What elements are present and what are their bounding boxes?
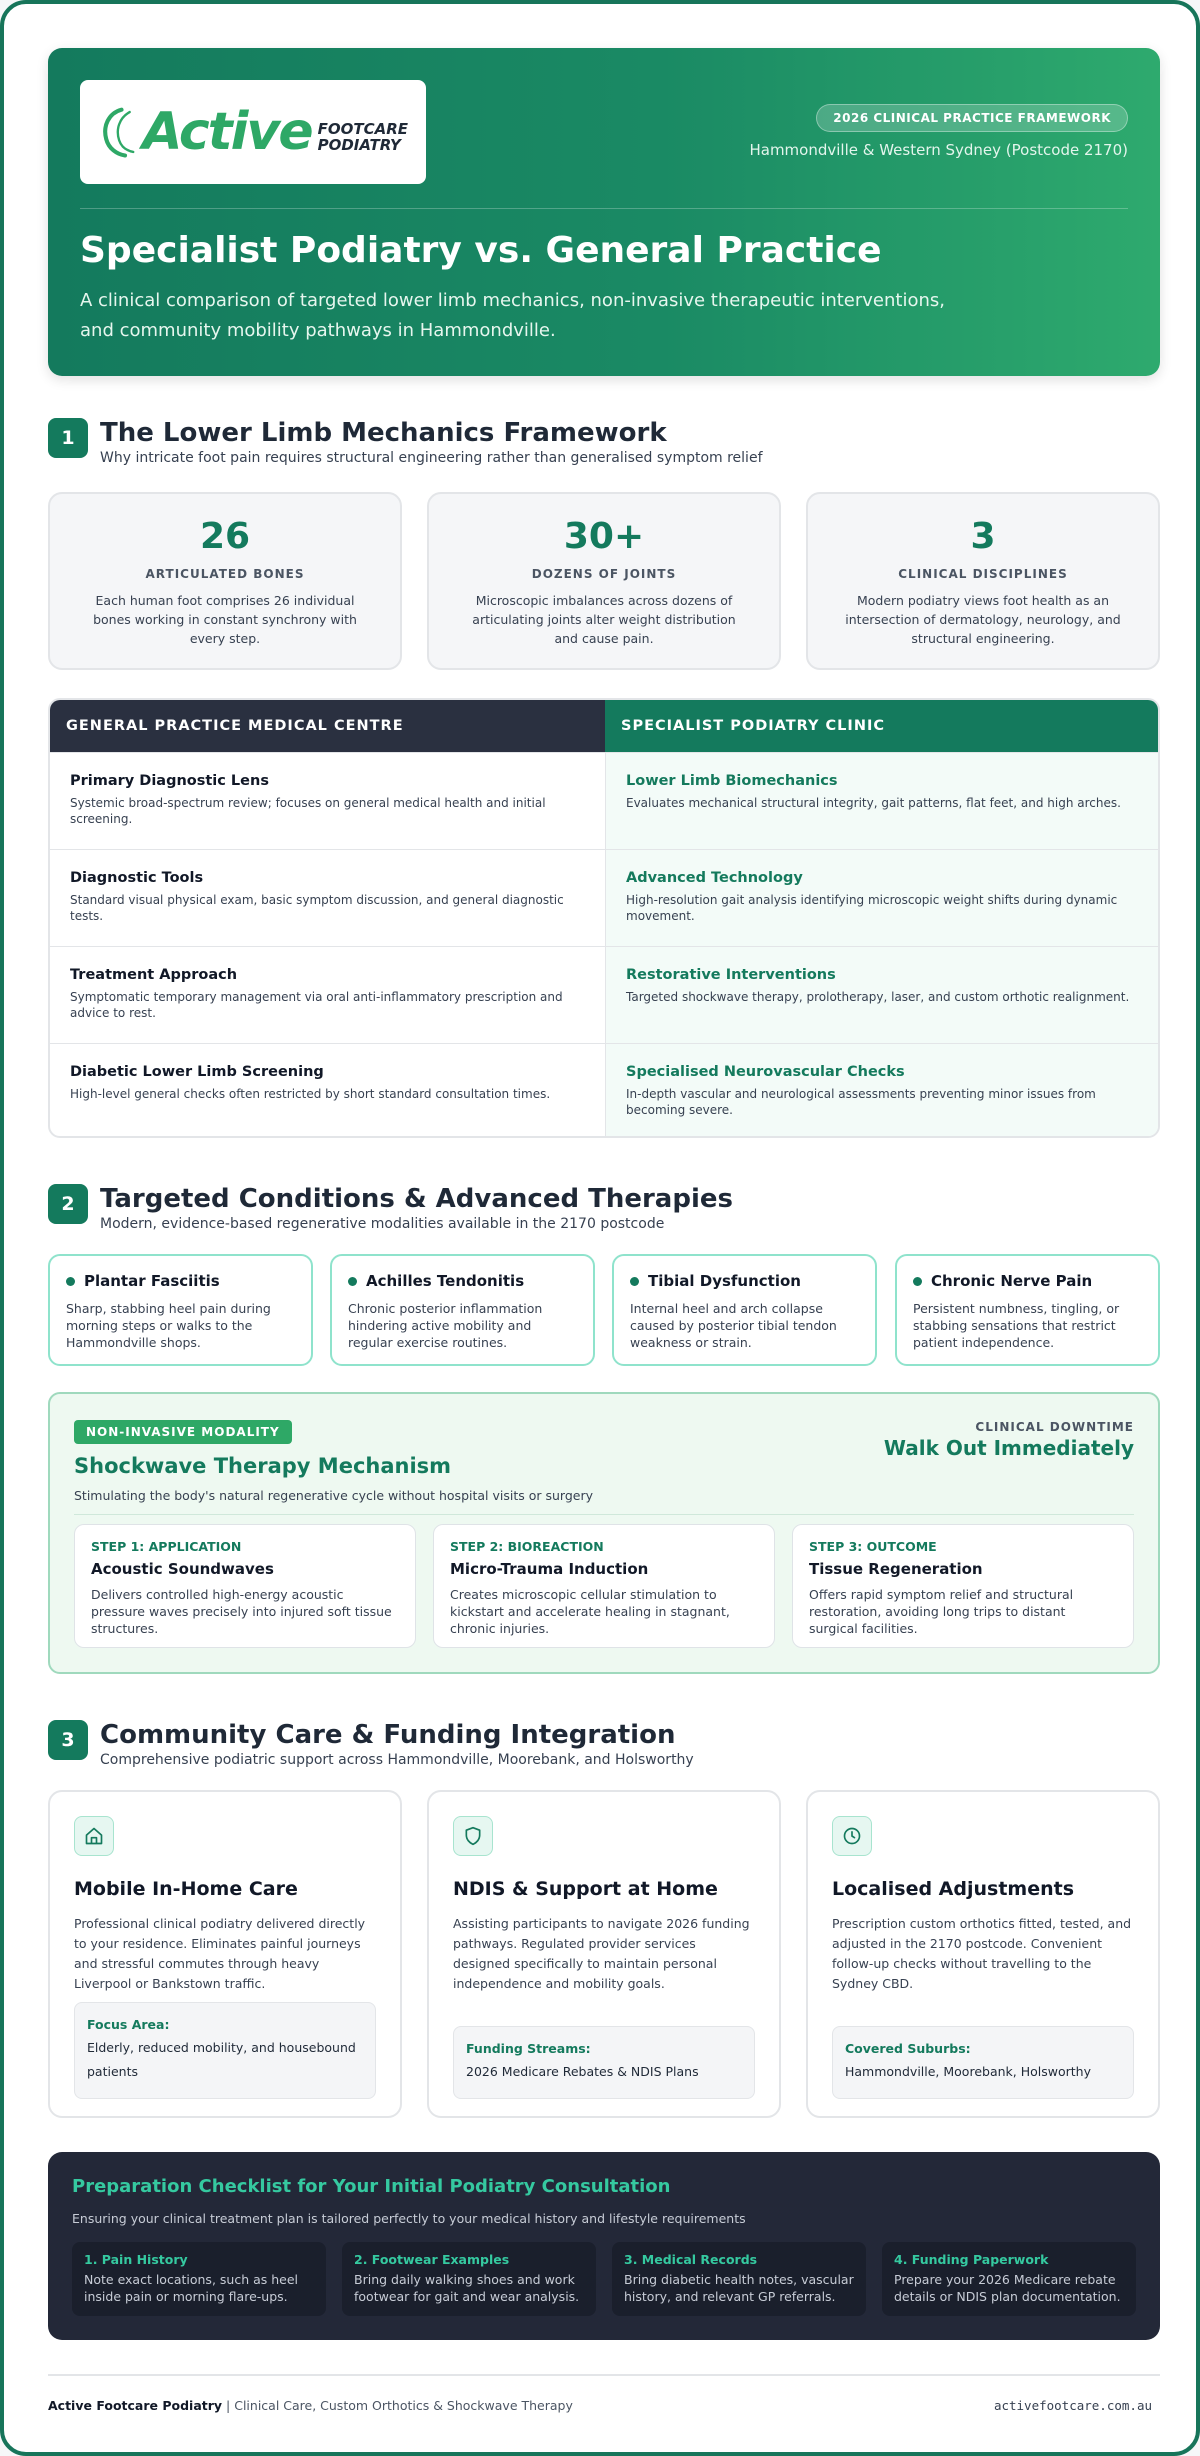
downtime-value: Walk Out Immediately [883, 1436, 1134, 1460]
hero-divider [80, 208, 1128, 209]
cell-description: Targeted shockwave therapy, prolotherapy, laser, and custom orthotic realignment. [626, 990, 1130, 1004]
condition-title [66, 1272, 295, 1290]
hero-location: Hammondville & Western Sydney (Postcode 2170) [749, 141, 1128, 159]
cell-description: In-depth vascular and neurological assessments preventing minor issues from becoming severe. [626, 1087, 1096, 1117]
section-subtitle: Modern, evidence-based regenerative modalities available in the 2170 postcode [100, 1216, 665, 1232]
condition-card[interactable] [48, 1254, 313, 1366]
section-3-header [48, 1720, 1160, 1770]
shockwave-title: Shockwave Therapy Mechanism [74, 1454, 452, 1478]
section-title: Targeted Conditions & Advanced Therapies [100, 1184, 733, 1214]
cell-title: Treatment Approach [70, 967, 238, 983]
condition-title [348, 1272, 577, 1290]
checklist-item-description: Note exact locations, such as heel inside pain or morning flare-ups. [84, 2272, 299, 2304]
section-number: 2 [48, 1184, 88, 1224]
step-title: Acoustic Soundwaves [91, 1560, 274, 1578]
table-cell-general [50, 850, 605, 946]
community-card[interactable] [806, 1790, 1160, 2118]
checklist-item [612, 2242, 866, 2316]
step-label: STEP 1: APPLICATION [91, 1539, 242, 1554]
cell-description: Symptomatic temporary management via oral anti-inflammatory prescription and advice to rest. [70, 990, 563, 1020]
condition-card[interactable] [895, 1254, 1160, 1366]
cell-title: Primary Diagnostic Lens [70, 773, 269, 789]
checklist-item-description: Bring daily walking shoes and work footwear for gait and wear analysis. [354, 2272, 580, 2304]
condition-description: Persistent numbness, tingling, or stabbing sensations that restrict patient independence. [913, 1301, 1120, 1350]
modality-badge: NON-INVASIVE MODALITY [74, 1420, 292, 1444]
checklist-item-description: Prepare your 2026 Medicare rebate details or NDIS plan documentation. [894, 2272, 1121, 2304]
condition-name: Achilles Tendonitis [366, 1272, 525, 1290]
community-card[interactable] [48, 1790, 402, 2118]
card-detail-box [74, 2002, 376, 2099]
condition-card[interactable] [330, 1254, 595, 1366]
stat-card [48, 492, 402, 670]
footer-brand [48, 2398, 573, 2413]
checklist-item-description: Bring diabetic health notes, vascular history, and relevant GP referrals. [624, 2272, 854, 2304]
cell-description: Evaluates mechanical structural integrity, gait patterns, flat feet, and high arches. [626, 796, 1121, 810]
downtime-label: CLINICAL DOWNTIME [975, 1420, 1134, 1434]
stat-label: ARTICULATED BONES [145, 567, 305, 581]
cell-description: High-resolution gait analysis identifying microscopic weight shifts during dynamic movement. [626, 893, 1118, 923]
checklist-item-title: 4. Funding Paperwork [894, 2252, 1049, 2267]
section-number: 1 [48, 418, 88, 458]
detail-value: Hammondville, Moorebank, Holsworthy [845, 2064, 1091, 2079]
cell-title: Advanced Technology [626, 870, 803, 886]
stat-description: Modern podiatry views foot health as an intersection of dermatology, neurology, and structural engineering. [845, 593, 1121, 646]
card-detail-box [832, 2026, 1134, 2099]
stat-label: CLINICAL DISCIPLINES [898, 567, 1068, 581]
checklist-item [882, 2242, 1136, 2316]
page-title: Specialist Podiatry vs. General Practice [80, 230, 882, 271]
stat-value: 30+ [563, 516, 645, 557]
checklist-subtitle: Ensuring your clinical treatment plan is tailored perfectly to your medical history and lifestyle requirements [72, 2211, 746, 2226]
footer-divider [48, 2374, 1160, 2376]
bullet-dot-icon [66, 1277, 75, 1286]
table-cell-general [50, 1044, 605, 1138]
bullet-dot-icon [913, 1277, 922, 1286]
bullet-dot-icon [348, 1277, 357, 1286]
stat-label: DOZENS OF JOINTS [531, 567, 677, 581]
logo-sub-line-2: PODIATRY [317, 136, 401, 154]
cell-description: Standard visual physical exam, basic symptom discussion, and general diagnostic tests. [70, 893, 564, 923]
table-header-specialist: SPECIALIST PODIATRY CLINIC [605, 700, 1158, 752]
section-1-header [48, 418, 1160, 468]
table-row [50, 752, 1158, 849]
condition-title [913, 1272, 1142, 1290]
clock-icon [832, 1816, 872, 1856]
framework-badge: 2026 CLINICAL PRACTICE FRAMEWORK [816, 104, 1128, 132]
step-description: Creates microscopic cellular stimulation to kickstart and accelerate healing in stagnant, chronic injuries. [450, 1587, 730, 1636]
shockwave-divider [74, 1514, 1134, 1515]
card-description: Prescription custom orthotics fitted, tested, and adjusted in the 2170 postcode. Convenient follow-up checks without travelling to the Sydney CBD. [832, 1916, 1132, 1991]
condition-name: Tibial Dysfunction [648, 1272, 801, 1290]
stat-value: 26 [199, 516, 251, 557]
condition-description: Chronic posterior inflammation hindering active mobility and regular exercise routines. [348, 1301, 543, 1350]
stat-description: Each human foot comprises 26 individual bones working in constant synchrony with every step. [93, 593, 357, 646]
table-cell-specialist [605, 850, 1158, 946]
checklist-item-title: 1. Pain History [84, 2252, 188, 2267]
home-icon [74, 1816, 114, 1856]
detail-value: Elderly, reduced mobility, and housebound patients [87, 2040, 356, 2079]
step-description: Delivers controlled high-energy acoustic pressure waves precisely into injured soft tissue structures. [91, 1587, 392, 1636]
cell-description: High-level general checks often restricted by short standard consultation times. [70, 1087, 551, 1101]
card-title: NDIS & Support at Home [453, 1878, 718, 1900]
step-title: Micro-Trauma Induction [450, 1560, 649, 1578]
cell-title: Diagnostic Tools [70, 870, 204, 886]
page-subtitle: A clinical comparison of targeted lower limb mechanics, non-invasive therapeutic interventions, and community mobility pathways in Hammondville. [80, 290, 945, 341]
shockwave-subtitle: Stimulating the body's natural regenerative cycle without hospital visits or surgery [74, 1488, 594, 1503]
section-subtitle: Why intricate foot pain requires structural engineering rather than generalised symptom relief [100, 450, 763, 466]
condition-title [630, 1272, 859, 1290]
table-header-general: GENERAL PRACTICE MEDICAL CENTRE [50, 700, 605, 752]
checklist-item-title: 3. Medical Records [624, 2252, 758, 2267]
detail-label: Covered Suburbs: [845, 2041, 971, 2056]
cell-title: Diabetic Lower Limb Screening [70, 1064, 324, 1080]
footer-url-link[interactable]: activefootcare.com.au [993, 2398, 1152, 2413]
brand-logo[interactable] [80, 80, 426, 184]
shield-icon [453, 1816, 493, 1856]
table-cell-specialist [605, 753, 1158, 849]
table-row [50, 946, 1158, 1043]
step-label: STEP 2: BIOREACTION [450, 1539, 604, 1554]
stats-row [48, 492, 1160, 670]
table-cell-general [50, 753, 605, 849]
bullet-dot-icon [630, 1277, 639, 1286]
checklist-title: Preparation Checklist for Your Initial Podiatry Consultation [72, 2176, 671, 2197]
table-row [50, 849, 1158, 946]
cell-title: Restorative Interventions [626, 967, 836, 983]
detail-label: Funding Streams: [466, 2041, 591, 2056]
cell-description: Systemic broad-spectrum review; focuses on general medical health and initial screening. [70, 796, 546, 826]
cell-title: Lower Limb Biomechanics [626, 773, 838, 789]
logo-sub-line-1: FOOTCARE [317, 120, 408, 138]
shockwave-panel [48, 1392, 1160, 1674]
card-description: Assisting participants to navigate 2026 funding pathways. Regulated provider services designed specifically to maintain personal independence and mobility goals. [453, 1916, 750, 1991]
condition-name: Plantar Fasciitis [84, 1272, 220, 1290]
checklist-item [72, 2242, 326, 2316]
section-number: 3 [48, 1720, 88, 1760]
stat-value: 3 [970, 516, 996, 557]
condition-description: Sharp, stabbing heel pain during morning steps or walks to the Hammondville shops. [66, 1301, 271, 1350]
footer-brand-name: Active Footcare Podiatry [48, 2398, 223, 2413]
foot-logo-icon [98, 88, 140, 176]
community-card[interactable] [427, 1790, 781, 2118]
section-title: The Lower Limb Mechanics Framework [100, 418, 667, 448]
section-subtitle: Comprehensive podiatric support across Hammondville, Moorebank, and Holsworthy [100, 1752, 694, 1768]
cell-title: Specialised Neurovascular Checks [626, 1064, 905, 1080]
table-cell-specialist [605, 1044, 1158, 1138]
section-2-header [48, 1184, 1160, 1234]
stat-description: Microscopic imbalances across dozens of articulating joints alter weight distribution and cause pain. [472, 593, 736, 646]
card-detail-box [453, 2026, 755, 2099]
condition-card[interactable] [612, 1254, 877, 1366]
step-label: STEP 3: OUTCOME [809, 1539, 937, 1554]
preparation-checklist [48, 2152, 1160, 2340]
step-card [74, 1524, 416, 1648]
detail-value: 2026 Medicare Rebates & NDIS Plans [466, 2064, 699, 2079]
condition-name: Chronic Nerve Pain [931, 1272, 1093, 1290]
table-row [50, 1043, 1158, 1138]
table-cell-general [50, 947, 605, 1043]
detail-label: Focus Area: [87, 2017, 170, 2032]
table-cell-specialist [605, 947, 1158, 1043]
hero-banner [48, 48, 1160, 376]
checklist-item [342, 2242, 596, 2316]
step-description: Offers rapid symptom relief and structural restoration, avoiding long trips to distant surgical facilities. [809, 1587, 1074, 1636]
stat-card [806, 492, 1160, 670]
footer-tagline: | Clinical Care, Custom Orthotics & Shockwave Therapy [222, 2398, 573, 2413]
section-title: Community Care & Funding Integration [100, 1720, 676, 1750]
comparison-table [48, 698, 1160, 1138]
card-description: Professional clinical podiatry delivered directly to your residence. Eliminates painful journeys and stressful commutes through heavy Liverpool or Bankstown traffic. [74, 1916, 366, 1991]
card-title: Mobile In-Home Care [74, 1878, 298, 1900]
checklist-item-title: 2. Footwear Examples [354, 2252, 510, 2267]
condition-description: Internal heel and arch collapse caused by posterior tibial tendon weakness or strain. [630, 1301, 837, 1350]
logo-wordmark: Active [142, 102, 312, 162]
stat-card [427, 492, 781, 670]
logo-subtext [318, 121, 408, 153]
step-card [433, 1524, 775, 1648]
card-title: Localised Adjustments [832, 1878, 1075, 1900]
step-title: Tissue Regeneration [809, 1560, 983, 1578]
step-card [792, 1524, 1134, 1648]
